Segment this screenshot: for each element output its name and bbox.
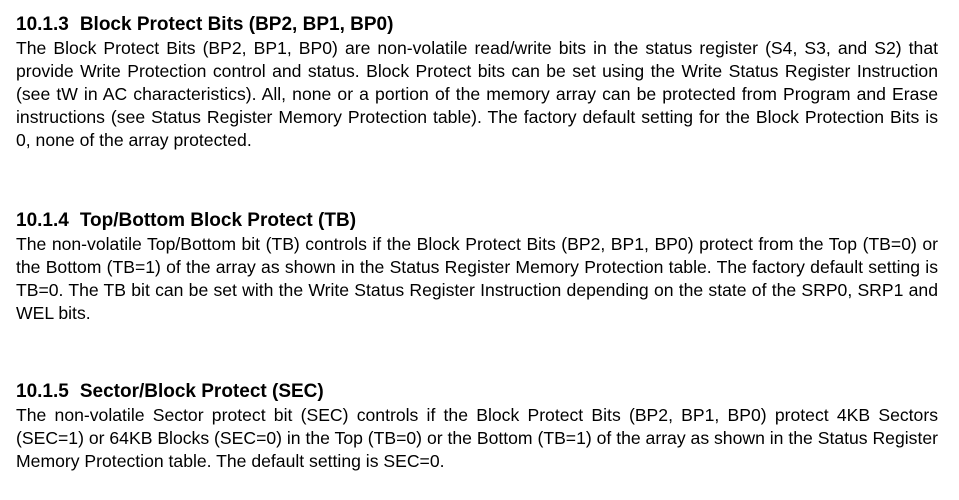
section-number: 10.1.3 <box>16 14 69 35</box>
section-title: Top/Bottom Block Protect (TB) <box>79 210 357 231</box>
section-heading <box>16 380 938 404</box>
section-title: Sector/Block Protect (SEC) <box>79 381 324 402</box>
section-top-bottom-block-protect <box>16 209 938 325</box>
section-body: The non-volatile Sector protect bit (SEC) controls if the Block Protect Bits (BP2, BP1, BP0) protect 4KB Sectors (SEC=1) or 64KB Blocks (SEC=0) in the Top (TB=0) or the Bottom (TB=1) of the array as shown in the Status Register Memory Protection table. The default setting is SEC=0. <box>16 405 938 471</box>
section-sector-block-protect <box>16 380 938 473</box>
section-heading <box>16 209 938 233</box>
section-number: 10.1.4 <box>16 210 69 231</box>
section-number: 10.1.5 <box>16 381 69 402</box>
section-heading <box>16 13 938 37</box>
section-title: Block Protect Bits (BP2, BP1, BP0) <box>79 14 394 35</box>
section-body: The Block Protect Bits (BP2, BP1, BP0) are non-volatile read/write bits in the status register (S4, S3, and S2) that provide Write Protection control and status. Block Protect bits can be set using the Write Status Register Instruction (see tW in AC characteristics). All, none or a portion of the memory array can be protected from Program and Erase instructions (see Status Register Memory Protection table). The factory default setting for the Block Protection Bits is 0, none of the array protected. <box>16 38 938 150</box>
section-body: The non-volatile Top/Bottom bit (TB) controls if the Block Protect Bits (BP2, BP1, BP0) protect from the Top (TB=0) or the Bottom (TB=1) of the array as shown in the Status Register Memory Protection table. The factory default setting is TB=0. The TB bit can be set with the Write Status Register Instruction depending on the state of the SRP0, SRP1 and WEL bits. <box>16 234 938 323</box>
section-block-protect-bits <box>16 13 938 152</box>
